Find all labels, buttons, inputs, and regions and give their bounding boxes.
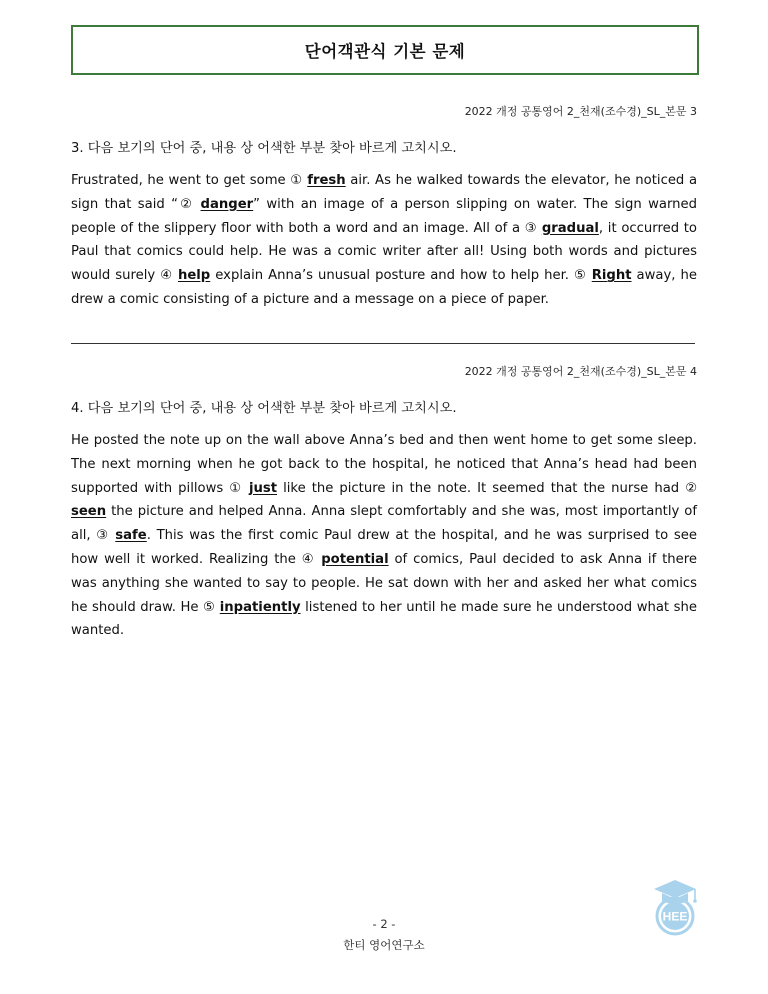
choice-word-2: seen — [71, 504, 107, 520]
passage-4 — [71, 429, 697, 643]
choice-marker-2: ② — [177, 196, 201, 212]
footer-org: 한티 영어연구소 — [343, 938, 425, 952]
choice-word-3: gradual — [541, 220, 599, 236]
choice-marker-2: ② — [685, 480, 698, 496]
passage-text: He posted the note up on the wall above Anna’s bed and then went home to get some sleep. The next morning when he got back to the hospital, he noticed that Anna’s head had been supported with pillows — [71, 433, 697, 496]
passage-text: air. As he walked towards the elevator, he noticed a sign that said “ — [71, 173, 698, 212]
passage-text: ” with an image of a person slipping on water. The sign warned people of the slippery floor with both a word and an image. All of a — [71, 196, 697, 236]
hee-logo — [646, 876, 704, 938]
passage-text: like the picture in the note. It seemed that the nurse had — [277, 480, 686, 496]
choice-marker-5: ⑤ — [574, 268, 592, 284]
logo-text: HEE — [662, 909, 688, 924]
page-title: 단어객관식 기본 문제 — [304, 42, 466, 61]
question-4: 4. 다음 보기의 단어 중, 내용 상 어색한 부분 찾아 바르게 고치시오. — [71, 401, 457, 416]
passage-text: the picture and helped Anna. Anna slept comfortably and she was, most importantly of all, — [71, 504, 697, 544]
passage-text: . This was the first comic Paul drew at the hospital, and he was surprised to see how well it worked. Realizing the — [71, 528, 698, 567]
question-3: 3. 다음 보기의 단어 중, 내용 상 어색한 부분 찾아 바르게 고치시오. — [71, 141, 457, 156]
choice-word-4: help — [177, 268, 211, 284]
passage-text: of comics, Paul decided to ask Anna if there was anything she wanted to say to people. He sat down with her and asked her what comics he should draw. He — [71, 551, 698, 615]
choice-marker-1: ① — [229, 480, 249, 496]
choice-word-5: Right — [591, 268, 632, 284]
choice-word-2: danger — [200, 196, 254, 212]
choice-marker-4: ④ — [160, 268, 178, 284]
passage-text: Frustrated, he went to get some — [71, 173, 291, 188]
graduation-cap-icon — [654, 880, 696, 898]
passage-text: , it occurred to Paul that comics could help. He was a comic writer after all! Using both words and pictures would surely — [71, 220, 697, 284]
page-number: - 2 - — [372, 917, 396, 931]
section-divider — [71, 343, 695, 344]
choice-marker-5: ⑤ — [203, 599, 220, 615]
choice-word-5: inpatiently — [219, 599, 301, 615]
choice-marker-3: ③ — [96, 528, 116, 544]
choice-word-1: just — [248, 480, 278, 496]
choice-marker-4: ④ — [301, 551, 322, 567]
title-box — [71, 25, 699, 75]
passage-text: listened to her until he made sure he understood what she wanted. — [71, 599, 697, 639]
source-label: 2022 개정 공통영어 2_천재(조수경)_SL_본문 4 — [464, 365, 697, 378]
choice-marker-1: ① — [290, 173, 308, 188]
choice-word-1: fresh — [307, 173, 346, 188]
passage-text: explain Anna’s unusual posture and how to help her. — [210, 268, 575, 284]
choice-word-4: potential — [321, 551, 389, 567]
source-label: 2022 개정 공통영어 2_천재(조수경)_SL_본문 3 — [464, 105, 697, 118]
passage-3 — [71, 169, 697, 312]
passage-text: away, he drew a comic consisting of a picture and a message on a piece of paper. — [71, 268, 698, 307]
choice-word-3: safe — [115, 528, 147, 544]
choice-marker-3: ③ — [524, 220, 542, 236]
